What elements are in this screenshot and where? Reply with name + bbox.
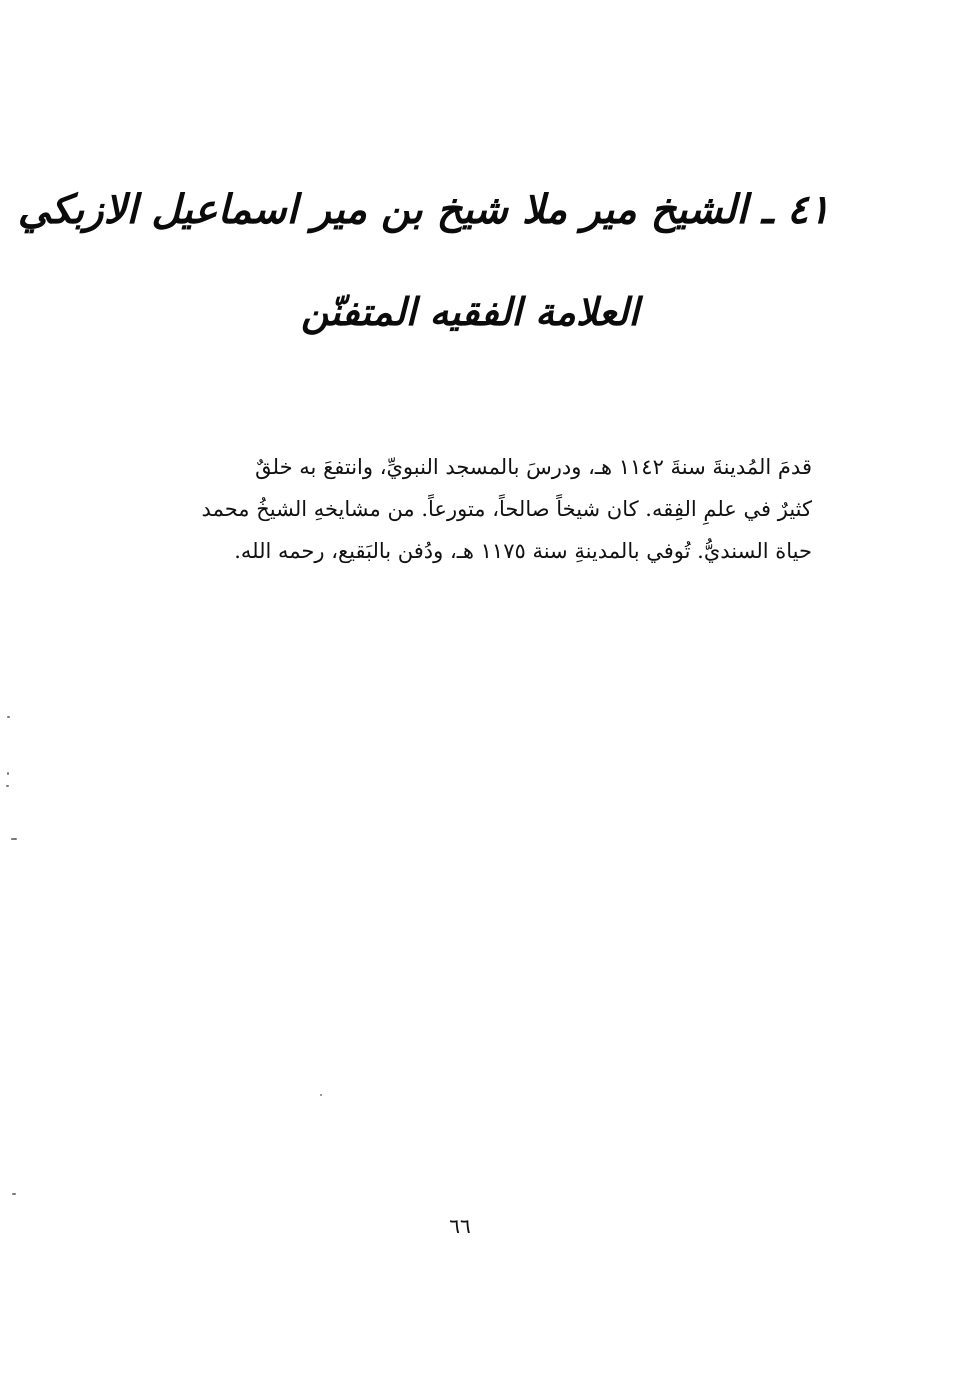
page-number: ٦٦ bbox=[449, 1214, 471, 1238]
body-line: كثيرٌ في علمِ الفِقه. كان شيخاً صالحاً، متورعاً. من مشايخهِ الشيخُ محمد bbox=[201, 497, 812, 521]
scan-speck bbox=[320, 1094, 322, 1096]
entry-title: ٤١ ـ الشيخ مير ملا شيخ بن مير اسماعيل الازبكي bbox=[17, 186, 830, 233]
body-line: حياة السنديُّ. تُوفي بالمدينةِ سنة ١١٧٥ هـ، ودُفن بالبَقيع، رحمه الله. bbox=[234, 539, 812, 563]
body-line: قدمَ المُدينةَ سنةَ ١١٤٢ هـ، ودرسَ بالمسجد النبويِّ، وانتفعَ به خلقٌ bbox=[255, 455, 812, 479]
scan-speck bbox=[7, 772, 9, 775]
scan-speck bbox=[12, 1193, 16, 1195]
entry-body bbox=[150, 446, 812, 572]
entry-subtitle: العلامة الفقيه المتفنّن bbox=[301, 289, 639, 334]
scan-speck bbox=[11, 838, 17, 840]
scan-speck bbox=[7, 716, 10, 718]
scan-speck bbox=[6, 785, 9, 787]
